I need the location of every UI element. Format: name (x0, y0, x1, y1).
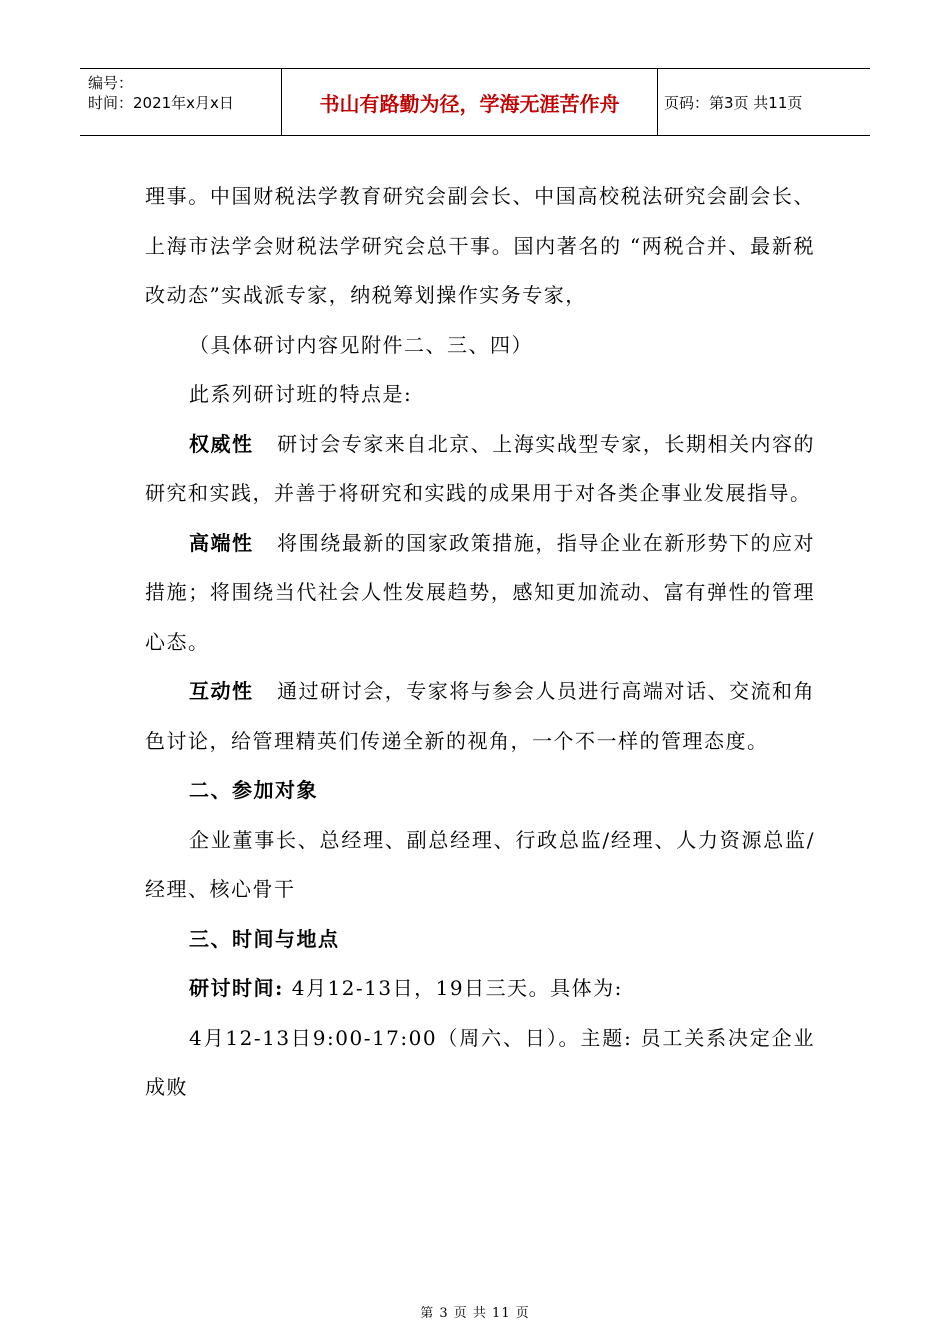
page-header (80, 68, 870, 136)
document-body (145, 172, 815, 1113)
feature-interactive-text: 通过研讨会，专家将与参会人员进行高端对话、交流和角色讨论，给管理精英们传递全新的视角，一个不一样的管理态度。 (145, 679, 816, 753)
feature-high-end-key: 高端性 (189, 530, 254, 555)
paragraph-seminar-time (145, 964, 815, 1014)
feature-interactive (145, 667, 815, 766)
document-date: 时间：2021年x月x日 (88, 94, 234, 112)
paragraph-features-intro: 此系列研讨班的特点是: (189, 382, 413, 406)
document-number-label: 编号： (88, 74, 134, 92)
seminar-time-key: 研讨时间: (189, 976, 284, 1000)
paragraph-audience: 企业董事长、总经理、副总经理、行政总监/经理、人力资源总监/经理、核心骨干 (145, 827, 815, 901)
section-heading-audience: 二、参加对象 (189, 778, 318, 802)
header-meta (80, 69, 282, 135)
feature-high-end (145, 519, 815, 668)
seminar-time-text: 4月12-13日，19日三天。具体为: (291, 976, 623, 1000)
feature-authority (145, 420, 815, 519)
paragraph-attachment-note: （具体研讨内容见附件二、三、四） (189, 332, 533, 357)
paragraph-expert-bio: 理事。中国财税法学教育研究会副会长、中国高校税法研究会副会长、上海市法学会财税法学研究会总干事。国内著名的 “两税合并、最新税改动态”实战派专家，纳税筹划操作实务专家， (145, 184, 815, 307)
section-heading-time-place: 三、时间与地点 (189, 926, 340, 951)
header-page-info: 页码：第3页 共11页 (664, 93, 803, 112)
feature-interactive-key: 互动性 (189, 679, 254, 703)
paragraph-schedule: 4月12-13日9:00-17:00（周六、日）。主题: 员工关系决定企业成败 (145, 1025, 815, 1099)
feature-authority-text: 研讨会专家来自北京、上海实战型专家，长期相关内容的研究和实践，并善于将研究和实践的成果用于对各类企事业发展指导。 (145, 431, 816, 505)
page-footer: 第 3 页 共 11 页 (420, 1306, 530, 1321)
header-motto: 书山有路勤为径，学海无涯苦作舟 (282, 69, 658, 135)
feature-high-end-text: 将围绕最新的国家政策措施，指导企业在新形势下的应对措施；将围绕当代社会人性发展趋势，感知更加流动、富有弹性的管理心态。 (145, 530, 816, 654)
feature-authority-key: 权威性 (189, 431, 254, 456)
